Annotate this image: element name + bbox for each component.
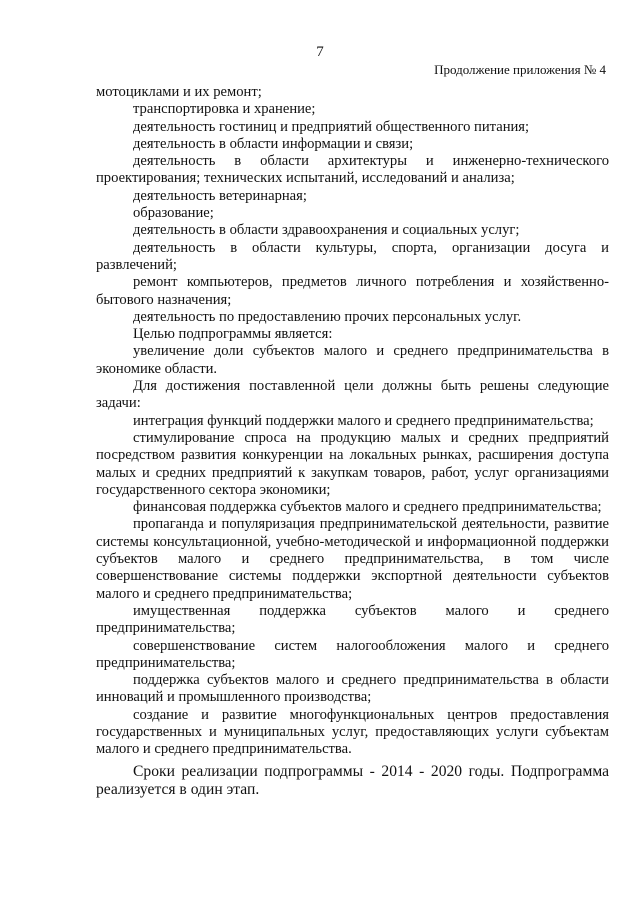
- paragraph-task-promotion: пропаганда и популяризация предпринимательской деятельности, развитие системы консультационной, учебно-методической и информационной поддержки субъектов малого и среднего предпринимательства, в том числе совершенствование системы поддержки экспортной деятельности субъектов малого и среднего предпринимательства;: [96, 516, 609, 602]
- paragraph-hotels-catering: деятельность гостиниц и предприятий общественного питания;: [133, 118, 530, 135]
- paragraph-computer-repair: ремонт компьютеров, предметов личного потребления и хозяйственно-бытового назначения;: [96, 274, 609, 308]
- page-number: 7: [316, 44, 324, 60]
- paragraph-goal: увеличение доли субъектов малого и среднего предпринимательства в экономике области.: [96, 343, 609, 377]
- paragraph-task-financial-support: финансовая поддержка субъектов малого и среднего предпринимательства;: [133, 499, 602, 516]
- paragraph-task-integration: интеграция функций поддержки малого и среднего предпринимательства;: [133, 412, 594, 429]
- paragraph-health-social: деятельность в области здравоохранения и социальных услуг;: [133, 222, 520, 239]
- paragraph-task-demand-stimulation: стимулирование спроса на продукцию малых и средних предприятий посредством развития конкуренции на локальных рынках, расширения доступа малых и средних предприятий к закупкам товаров, работ, услуг организациями государственного сектора экономики;: [96, 429, 609, 498]
- paragraph-personal-services: деятельность по предоставлению прочих персональных услуг.: [133, 308, 522, 325]
- paragraph-transport-storage: транспортировка и хранение;: [133, 101, 316, 118]
- paragraph-task-taxation: совершенствование систем налогообложения малого и среднего предпринимательства;: [96, 637, 609, 671]
- paragraph-tasks-heading: Для достижения поставленной цели должны быть решены следующие задачи:: [96, 378, 609, 412]
- paragraph-motorcycle-repair: мотоциклами и их ремонт;: [96, 84, 262, 100]
- paragraph-task-mfc-centers: создание и развитие многофункциональных центров предоставления государственных и муниципальных услуг, предоставляющих услуги субъектам малого и среднего предпринимательства.: [96, 706, 609, 758]
- document-body: [96, 84, 609, 800]
- paragraph-implementation-period: Сроки реализации подпрограммы - 2014 - 2020 годы. Подпрограмма реализуется в один этап.: [96, 762, 609, 799]
- paragraph-goal-heading: Целью подпрограммы является:: [133, 326, 333, 343]
- paragraph-architecture-engineering: деятельность в области архитектуры и инженерно-технического проектирования; технических испытаний, исследований и анализа;: [96, 153, 609, 187]
- paragraph-information-communication: деятельность в области информации и связи;: [133, 135, 414, 152]
- paragraph-education: образование;: [133, 205, 214, 222]
- paragraph-task-innovation: поддержка субъектов малого и среднего предпринимательства в области инноваций и промышленного производства;: [96, 672, 609, 706]
- paragraph-veterinary: деятельность ветеринарная;: [133, 187, 307, 204]
- appendix-continuation-note: Продолжение приложения № 4: [434, 62, 606, 77]
- paragraph-culture-sport: деятельность в области культуры, спорта, организации досуга и развлечений;: [96, 239, 609, 273]
- paragraph-task-property-support: имущественная поддержка субъектов малого и среднего предпринимательства;: [96, 602, 609, 637]
